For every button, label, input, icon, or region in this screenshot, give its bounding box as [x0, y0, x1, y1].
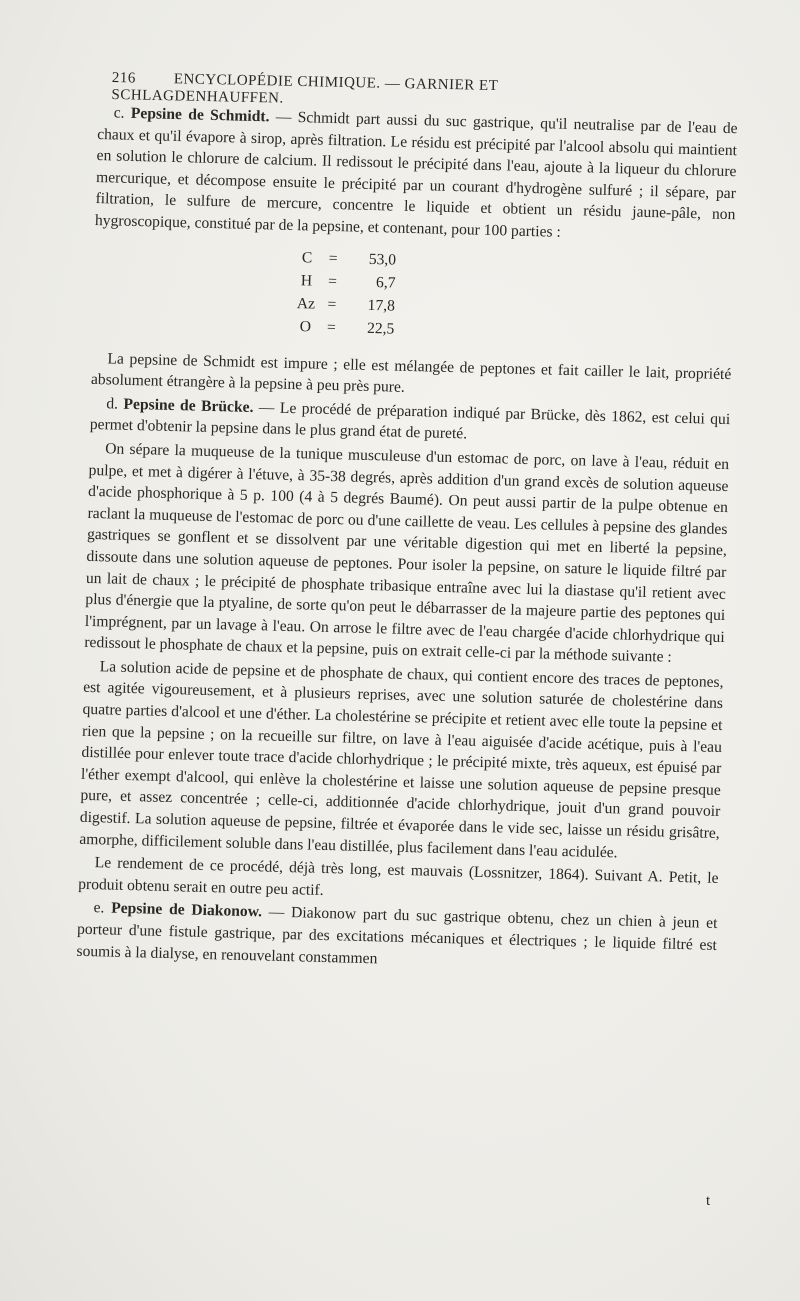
- catchword: t: [706, 1193, 711, 1209]
- page-number: 216: [111, 70, 136, 87]
- paragraph-brucke-method: On sépare la muqueuse de la tunique musculeuse d'un estomac de porc, on lave à l'eau, réduit en pulpe, et met à digérer à l'étuve, à 35-38 degrés, après addition d'un grand excès de solution aqueuse d'acide phosphorique à 5 p. 100 (4 à 5 degrés Baumé). On peut aussi partir de la pulpe obtenue en raclant la muqueuse de l'estomac de porc ou d'une caillette de veau. Les cellules à pepsine des glandes gastriques se gonflent et se dissolvent par une véritable digestion qui met en liberté la pepsine, dissoute dans une solution aqueuse de peptones. Pour isoler la pepsine, on sature le liquide filtré par un lait de chaux ; le précipité de phosphate tribasique entraîne avec lui la diastase qu'il retient avec plus d'énergie que la ptyaline, de sorte qu'on peut le débarrasser de la majeure partie des peptones qui l'imprégnent, par un lavage à l'eau. On arrose le filtre avec de l'eau chargée d'acide chlorhydrique qui redissout le phosphate de chaux et la pepsine, puis on extrait celle-ci par la méthode suivante :: [84, 440, 730, 666]
- paragraph-rendement: Le rendement de ce procédé, déjà très long, est mauvais (Lossnitzer, 1864). Suivant A. Petit, le produit obtenu serait en outre peu actif.: [77, 854, 719, 899]
- paragraph-section-e: [76, 897, 717, 978]
- section-c-marker: c.: [113, 104, 125, 122]
- element-value: 53,0: [368, 250, 397, 269]
- paragraph-schmidt-impure: La pepsine de Schmidt est impure ; elle est mélangée de peptones et fait cailler le lait, propriété absolument étrangère à la pepsine à peu près pure.: [90, 349, 732, 397]
- element-value: 17,8: [367, 296, 396, 315]
- element-symbol: C: [301, 248, 313, 267]
- equals-sign: =: [327, 272, 338, 290]
- element-value: 6,7: [375, 273, 396, 292]
- section-e-text: — Diakonow part du suc gastrique obtenu, chez un chien à jeun et porteur d'une fistule gastrique, par des excitations mécaniques et électriques ; le liquide filtré est soumis à la dialyse, en renouvelant constammen: [76, 903, 718, 967]
- element-value: 22,5: [366, 319, 395, 338]
- element-symbol: Az: [296, 294, 316, 313]
- running-title: ENCYCLOPÉDIE CHIMIQUE. — GARNIER ET SCHLAGDENHAUFFEN.: [111, 71, 499, 107]
- composition-table: [292, 247, 454, 343]
- element-symbol: H: [300, 271, 313, 290]
- element-symbol: O: [299, 317, 312, 336]
- section-d-heading: Pepsine de Brücke.: [123, 395, 254, 416]
- equals-sign: =: [326, 318, 336, 336]
- section-e-marker: e.: [93, 899, 105, 917]
- equals-sign: =: [327, 295, 337, 313]
- section-c-heading: Pepsine de Schmidt.: [130, 104, 270, 126]
- page-body: [76, 102, 738, 978]
- section-c-text: — Schmidt part aussi du suc gastrique, qu'il neutralise par de l'eau de chaux et qu'il évapore à sirop, après filtration. Le résidu est précipité par l'alcool absolu qui maintient en solution le chlorure de calcium. Il redissout le précipité dans l'eau, ajoute à la liqueur du chlorure mercurique, et décompose ensuite le précipité par un courant d'hydrogène sulfuré ; il sépare, par filtration, le sulfure de mercure, concentre le liquide et obtient un résidu jaune-pâle, non hygroscopique, constitué par de la pepsine, et contenant, pour 100 parties :: [94, 108, 738, 241]
- paragraph-section-c: [95, 102, 738, 248]
- equals-sign: =: [328, 249, 338, 267]
- paragraph-cholesterine: La solution acide de pepsine et de phosphate de chaux, qui contient encore des traces de peptones, est agitée vigoureusement, et à plusieurs reprises, avec une solution saturée de cholestérine dans quatre parties d'alcool et une d'éther. La cholestérine se précipite et retient avec elle toute la pepsine et rien que la pepsine ; on la recueille sur filtre, on lave à l'eau aiguisée d'acide acétique, puis à l'eau distillée pour enlever toute trace d'acide chlorhydrique ; le précipité mixte, très aqueux, est épuisé par l'éther exempt d'alcool, qui enlève la cholestérine et laisse une solution aqueuse de pepsine presque pure, et assez concentrée ; celle-ci, additionnée d'acide chlorhydrique, jouit d'un grand pouvoir digestif. La solution aqueuse de pepsine, filtrée et évaporée dans le vide sec, laisse un résidu grisâtre, amorphe, difficilement soluble dans l'eau distillée, plus facilement dans l'eau acidulée.: [79, 658, 724, 862]
- section-d-marker: d.: [106, 395, 119, 413]
- composition-row: [292, 316, 453, 343]
- section-e-heading: Pepsine de Diakonow.: [110, 900, 263, 921]
- section-d-text: — Le procédé de préparation indiqué par Brücke, dès 1862, est celui qui permet d'obtenir la pepsine dans le plus grand état de pureté.: [89, 398, 731, 443]
